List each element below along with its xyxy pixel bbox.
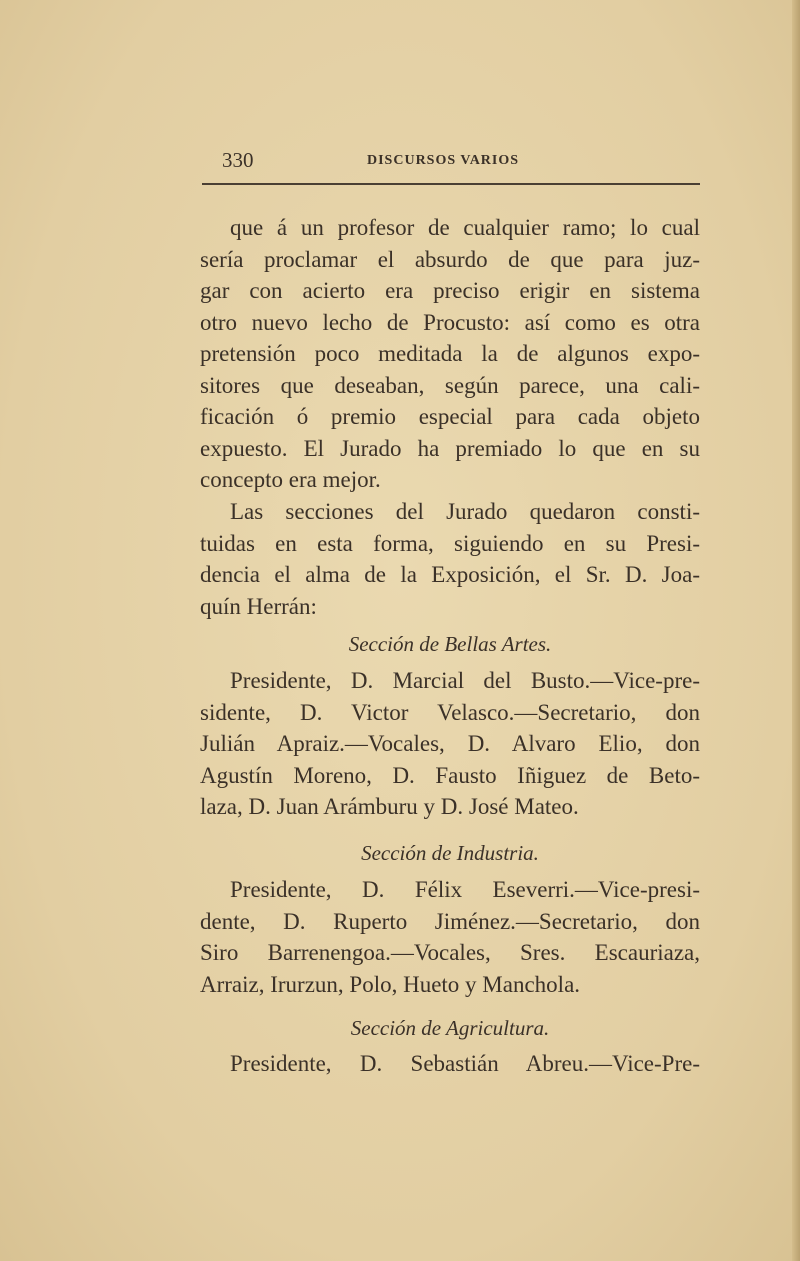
text-line: sitores que deseaban, según parece, una cali-	[200, 372, 700, 398]
text-line: Presidente, D. Marcial del Busto.—Vice-pre-	[230, 668, 700, 693]
text-line: quín Herrán:	[200, 593, 317, 619]
section-heading-bellas-artes: Sección de Bellas Artes.	[348, 632, 552, 656]
text-line: dente, D. Ruperto Jiménez.—Secretario, don	[200, 908, 700, 934]
text-line: laza, D. Juan Arámburu y D. José Mateo.	[200, 794, 579, 819]
text-line: Presidente, D. Félix Eseverri.—Vice-presi-	[230, 877, 700, 902]
text-line: tuidas en esta forma, siguiendo en su Presi-	[200, 530, 700, 556]
text-line: Arraiz, Irurzun, Polo, Hueto y Manchola.	[200, 971, 581, 997]
section-heading-agricultura: Sección de Agricultura.	[350, 1016, 550, 1040]
page-number: 330	[222, 148, 254, 172]
section-heading-industria: Sección de Industria.	[361, 841, 539, 865]
text-line: Julián Apraiz.—Vocales, D. Alvaro Elio, don	[200, 731, 700, 756]
paragraph-industria	[200, 874, 700, 1000]
text-line: gar con acierto era preciso erigir en sistema	[200, 278, 700, 303]
paragraph-1	[200, 212, 700, 496]
text-line: ficación ó premio especial para cada objeto	[200, 404, 700, 429]
header-rule	[202, 183, 700, 185]
running-header	[222, 148, 702, 174]
text-line: concepto era mejor.	[200, 467, 381, 492]
paragraph-2	[200, 496, 700, 622]
text-line: sería proclamar el absurdo de que para juz-	[200, 246, 700, 272]
text-line: sidente, D. Victor Velasco.—Secretario, don	[200, 699, 700, 725]
text-line: Presidente, D. Sebastián Abreu.—Vice-Pre-	[230, 1051, 700, 1076]
text-line: Las secciones del Jurado quedaron consti-	[230, 499, 700, 524]
text-line: pretensión poco meditada la de algunos expo-	[200, 341, 700, 366]
running-title: DISCURSOS VARIOS	[367, 153, 520, 168]
text-line: que á un profesor de cualquier ramo; lo cual	[230, 215, 700, 240]
text-line: otro nuevo lecho de Procusto: así como es otra	[200, 309, 700, 335]
text-line: dencia el alma de la Exposición, el Sr. D. Joa-	[200, 562, 700, 587]
page-edge	[792, 0, 800, 1261]
paragraph-agricultura	[200, 1048, 700, 1080]
text-line: Agustín Moreno, D. Fausto Iñiguez de Beto-	[200, 762, 700, 788]
text-line: Siro Barrenengoa.—Vocales, Sres. Escauriaza,	[200, 940, 700, 965]
text-line: expuesto. El Jurado ha premiado lo que en su	[200, 435, 700, 461]
paragraph-bellas-artes	[200, 665, 700, 823]
